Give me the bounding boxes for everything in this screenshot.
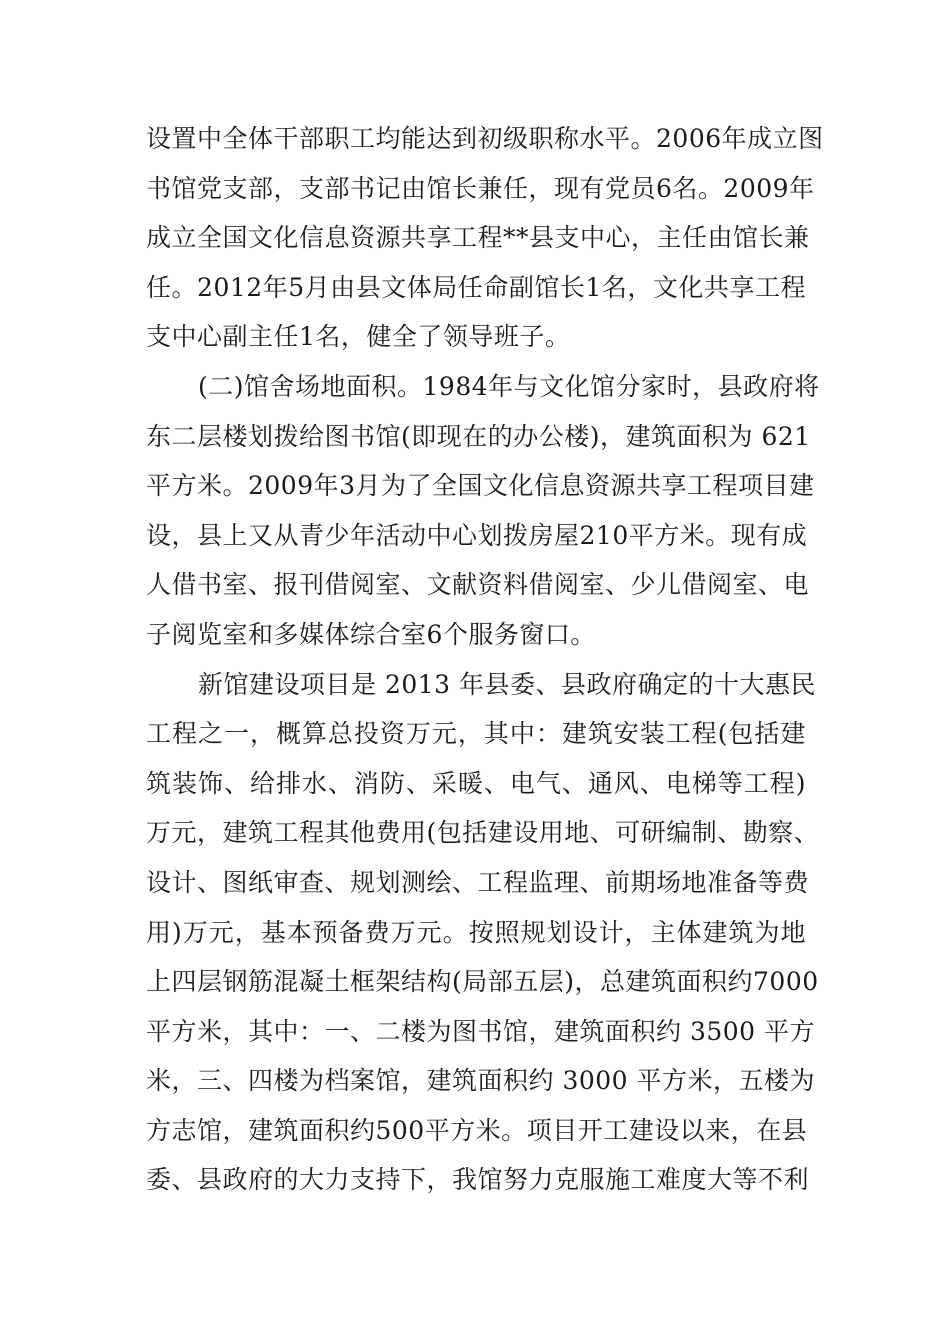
text-line: 书馆党支部，支部书记由馆长兼任，现有党员6名。2009年 <box>146 173 815 203</box>
text-line: 筑装饰、给排水、消防、采暖、电气、通风、电梯等工程) <box>146 768 806 798</box>
text-line: 设置中全体干部职工均能达到初级职称水平。2006年成立图 <box>146 124 824 153</box>
text-line: 设，县上又从青少年活动中心划拨房屋210平方米。现有成 <box>146 520 808 550</box>
text-line: 新馆建设项目是 2013 年县委、县政府确定的十大惠民 <box>198 669 817 699</box>
text-line: (二)馆舍场地面积。1984年与文化馆分家时，县政府将 <box>198 371 820 401</box>
text-line: 支中心副主任1名，健全了领导班子。 <box>146 322 571 352</box>
paragraph-2 <box>146 362 820 660</box>
text-line: 方志馆，建筑面积约500平方米。项目开工建设以来，在县 <box>146 1115 808 1145</box>
text-line: 任。2012年5月由县文体局任命副馆长1名，文化共享工程 <box>146 272 806 302</box>
text-line: 人借书室、报刊借阅室、文献资料借阅室、少儿借阅室、电 <box>146 570 810 600</box>
paragraph-3 <box>146 660 820 1206</box>
document-page <box>146 114 824 1205</box>
text-line: 子阅览室和多媒体综合室6个服务窗口。 <box>146 619 596 649</box>
text-line: 设计、图纸审查、规划测绘、工程监理、前期场地准备等费 <box>146 867 810 897</box>
text-line: 成立全国文化信息资源共享工程**县支中心，主任由馆长兼 <box>146 223 810 253</box>
text-line: 用)万元，基本预备费万元。按照规划设计，主体建筑为地 <box>146 917 806 947</box>
text-line: 工程之一，概算总投资万元，其中：建筑安装工程(包括建 <box>146 719 806 749</box>
text-line: 东二层楼划拨给图书馆(即现在的办公楼)，建筑面积为 621 <box>146 421 811 451</box>
text-line: 米，三、四楼为档案馆，建筑面积约 3000 平方米，五楼为 <box>146 1066 816 1096</box>
text-line: 委、县政府的大力支持下，我馆努力克服施工难度大等不利 <box>146 1165 810 1195</box>
text-line: 万元，建筑工程其他费用(包括建设用地、可研编制、勘察、 <box>146 818 820 848</box>
text-line: 上四层钢筋混凝土框架结构(局部五层)，总建筑面积约7000 <box>146 967 819 997</box>
text-line: 平方米，其中：一、二楼为图书馆，建筑面积约 3500 平方 <box>146 1016 816 1046</box>
paragraph-1 <box>146 114 824 362</box>
text-line: 平方米。2009年3月为了全国文化信息资源共享工程项目建 <box>146 471 815 501</box>
